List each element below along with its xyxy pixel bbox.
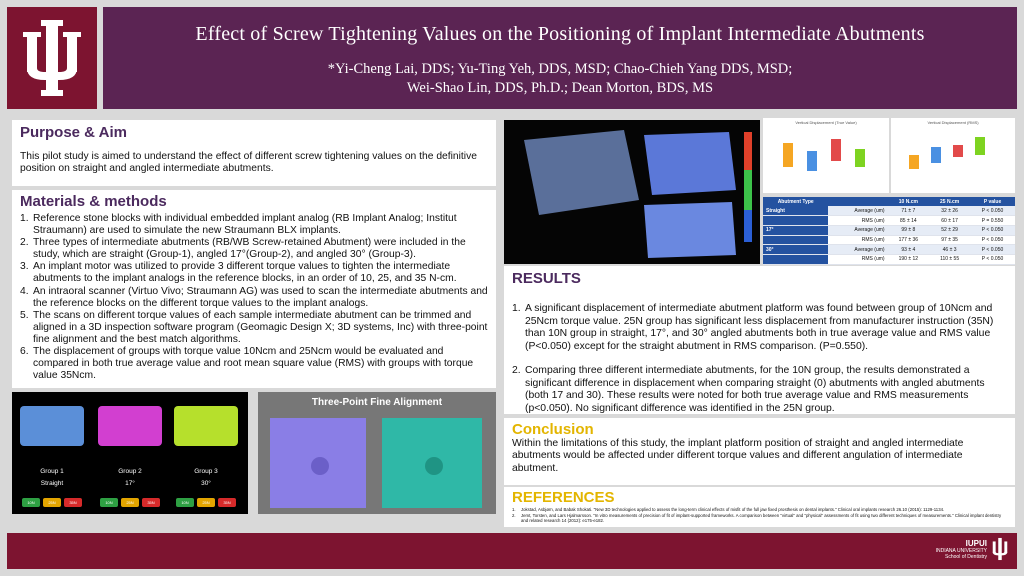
authors-line-2: Wei-Shao Lin, DDS, Ph.D.; Dean Morton, BDS, MS <box>406 80 714 96</box>
footer-logo <box>936 537 1009 561</box>
table-row: Straight Average (um) 71 ± 7 32 ± 26 P < 0.050 <box>763 206 1015 216</box>
abutment-icon <box>425 457 443 475</box>
torque-pills <box>22 498 82 507</box>
table-row: 30° Average (um) 93 ± 4 46 ± 3 P < 0.050 <box>763 245 1015 255</box>
results-item: 1. A significant displacement of intermediate abutment platform was found between group of 10Ncm and 25Ncm torque value. 25N group has significant less displacement from manufacturer instruction (35N) than 10N group in straight, 17°, and 30° angled abutments both in true average value and RMS value (P<0.050) except for the straight abutment in RMS comparison. (P=0.550). <box>512 303 994 352</box>
table-row: RMS (um) 190 ± 12 110 ± 55 P < 0.050 <box>763 254 1015 264</box>
purpose-heading: Purpose & Aim <box>20 124 127 141</box>
torque-pill: 10N <box>22 498 40 507</box>
group-2-name: Group 2 <box>118 468 142 475</box>
iu-trident-icon <box>21 18 83 98</box>
col-header <box>828 197 887 206</box>
chart-rms-title: Vertical Displacement (RMS) <box>927 120 979 125</box>
torque-pill: 10N <box>100 498 118 507</box>
torque-pill: 25N <box>121 498 139 507</box>
methods-item: 5. The scans on different torque values of each sample intermediate abutment can be trimmed and aligned in a 3D inspection software program (Geomagic Design X; 3D systems, Inc) with three-point fine alignment and the best match algorithms. <box>20 309 488 345</box>
col-header: 25 N.cm <box>929 197 970 206</box>
chart-rms <box>891 118 1015 193</box>
group-2-block <box>98 406 162 446</box>
conclusion-heading: Conclusion <box>512 421 594 438</box>
scan-block-blue-top <box>644 132 736 195</box>
col-header: P value <box>970 197 1015 206</box>
abutment-icon <box>311 457 329 475</box>
torque-pills <box>176 498 236 507</box>
chart-true-value <box>763 118 889 193</box>
group-1-name: Group 1 <box>40 468 64 475</box>
methods-item: 1. Reference stone blocks with individual embedded implant analog (RB Implant Analog; Institut Straumann) are used to simulate the new Straumann BLX implants. <box>20 213 457 237</box>
footer-university: INDIANA UNIVERSITY <box>935 547 987 554</box>
scan-render <box>504 120 760 264</box>
torque-pill: 35N <box>142 498 160 507</box>
results-item: 2. Comparing three different intermediate abutments, for the 10N group, the results demonstrated a significant difference in displacement when comparing straight (0) abutments with angled abutments (both 17 and 30). These results were noted for both true average value and RMS measurements (p<0.050). No significant difference was identified in the 25N group. <box>512 365 985 414</box>
methods-item: 2. Three types of intermediate abutments (RB/WB Screw-retained Abutment) were included in the study, which are straight (Group-1), angled 17°(Group-2), and angled 30° (Group-3). <box>20 237 466 261</box>
group-1-type: Straight <box>40 480 64 487</box>
torque-pill: 35N <box>218 498 236 507</box>
chart-rms-plot <box>891 125 1015 189</box>
table-row: RMS (um) 177 ± 36 97 ± 35 P < 0.050 <box>763 235 1015 245</box>
purpose-panel <box>12 120 496 186</box>
torque-pill: 25N <box>43 498 61 507</box>
scan-block-blue-bottom <box>644 202 736 258</box>
footer-band <box>7 533 1017 569</box>
col-header: 10 N.cm <box>888 197 930 206</box>
methods-panel <box>12 190 496 388</box>
purpose-text: This pilot study is aimed to understand the effect of different screw tightening values on the definitive position on straight and angled intermediate abutments. <box>20 151 477 175</box>
methods-list <box>20 213 488 382</box>
references-panel <box>504 487 1015 527</box>
results-list <box>512 303 1007 415</box>
group-3-name: Group 3 <box>194 468 218 475</box>
table-row: 17° Average (um) 99 ± 8 52 ± 29 P < 0.050 <box>763 225 1015 235</box>
scan-block-grey <box>524 130 639 215</box>
results-panel <box>504 266 1015 414</box>
abutment-groups-photo <box>12 392 248 514</box>
table-header-row <box>763 197 1015 206</box>
alignment-title: Three-Point Fine Alignment <box>311 397 443 408</box>
reference-item: 2. Jemt, Torsten, and Lars Hjalmarsson. "In vitro measurements of precision of fit of implant-supported frameworks. A comparison between "virtual" and "physical" assessments of fit using two different techniques of measurements." Clinical implant dentistry and related research 14 (2012): e175-e182. <box>512 512 1002 524</box>
references-heading: REFERENCES <box>512 489 615 506</box>
displacement-table <box>763 197 1015 265</box>
group-3-block <box>174 406 238 446</box>
footer-school: School of Dentistry <box>945 553 987 560</box>
alignment-scans <box>258 414 496 512</box>
poster-title: Effect of Screw Tightening Values on the Positioning of Implant Intermediate Abutments <box>195 23 925 45</box>
table-row: RMS (um) 85 ± 14 60 ± 17 P = 0.550 <box>763 216 1015 226</box>
torque-pill: 25N <box>197 498 215 507</box>
torque-pill: 10N <box>176 498 194 507</box>
references-list <box>512 507 1007 524</box>
group-2-type: 17° <box>125 480 135 487</box>
chart-true-plot <box>763 125 889 189</box>
conclusion-text: Within the limitations of this study, the implant platform position of straight and angled intermediate abutments would be affected under different torque values and different angulation of intermediate abutment. <box>512 438 964 474</box>
methods-heading: Materials & methods <box>20 193 167 210</box>
col-header: Abutment Type <box>763 197 828 206</box>
results-heading: RESULTS <box>512 270 581 287</box>
alignment-photo <box>258 392 496 514</box>
group-1-block <box>20 406 84 446</box>
iu-trident-icon <box>991 537 1009 561</box>
reference-item: 1. Jokstad, Asbjørn, and Babak Shokati. "New 3D technologies applied to assess the long-term clinical effects of misfit of the full jaw fixed prosthesis on dental implants." Clinical oral implants research 26.10 (2015): 1129-1134. <box>512 507 945 512</box>
methods-item: 4. An intraoral scanner (Virtuo Vivo; Straumann AG) was used to scan the intermediate abutments and the reference blocks on the different torque values to the implant analogs. <box>20 285 488 309</box>
methods-item: 6. The displacement of groups with torque value 10Ncm and 25Ncm would be evaluated and compared in both true average value and root mean square value (RMS) with groups with torque value 35Ncm. <box>20 346 474 382</box>
authors-line-1: *Yi-Cheng Lai, DDS; Yu-Ting Yeh, DDS, MSD; Chao-Chieh Yang DDS, MSD; <box>327 61 793 77</box>
torque-pills <box>100 498 160 507</box>
group-3-type: 30° <box>201 480 211 487</box>
iu-logo <box>7 7 97 109</box>
methods-item: 3. An implant motor was utilized to provide 3 different torque values to tighten the intermediate abutments to the implant analogs in the reference blocks, in an order of 10, 25, and 35 N-cm. <box>20 261 457 285</box>
chart-true-title: Vertical Displacement (True Value) <box>795 120 857 125</box>
scan-comparison-photo <box>504 120 760 264</box>
conclusion-panel <box>504 418 1015 485</box>
torque-pill: 35N <box>64 498 82 507</box>
footer-iupui: IUPUI <box>965 538 987 548</box>
header-band <box>103 7 1017 109</box>
